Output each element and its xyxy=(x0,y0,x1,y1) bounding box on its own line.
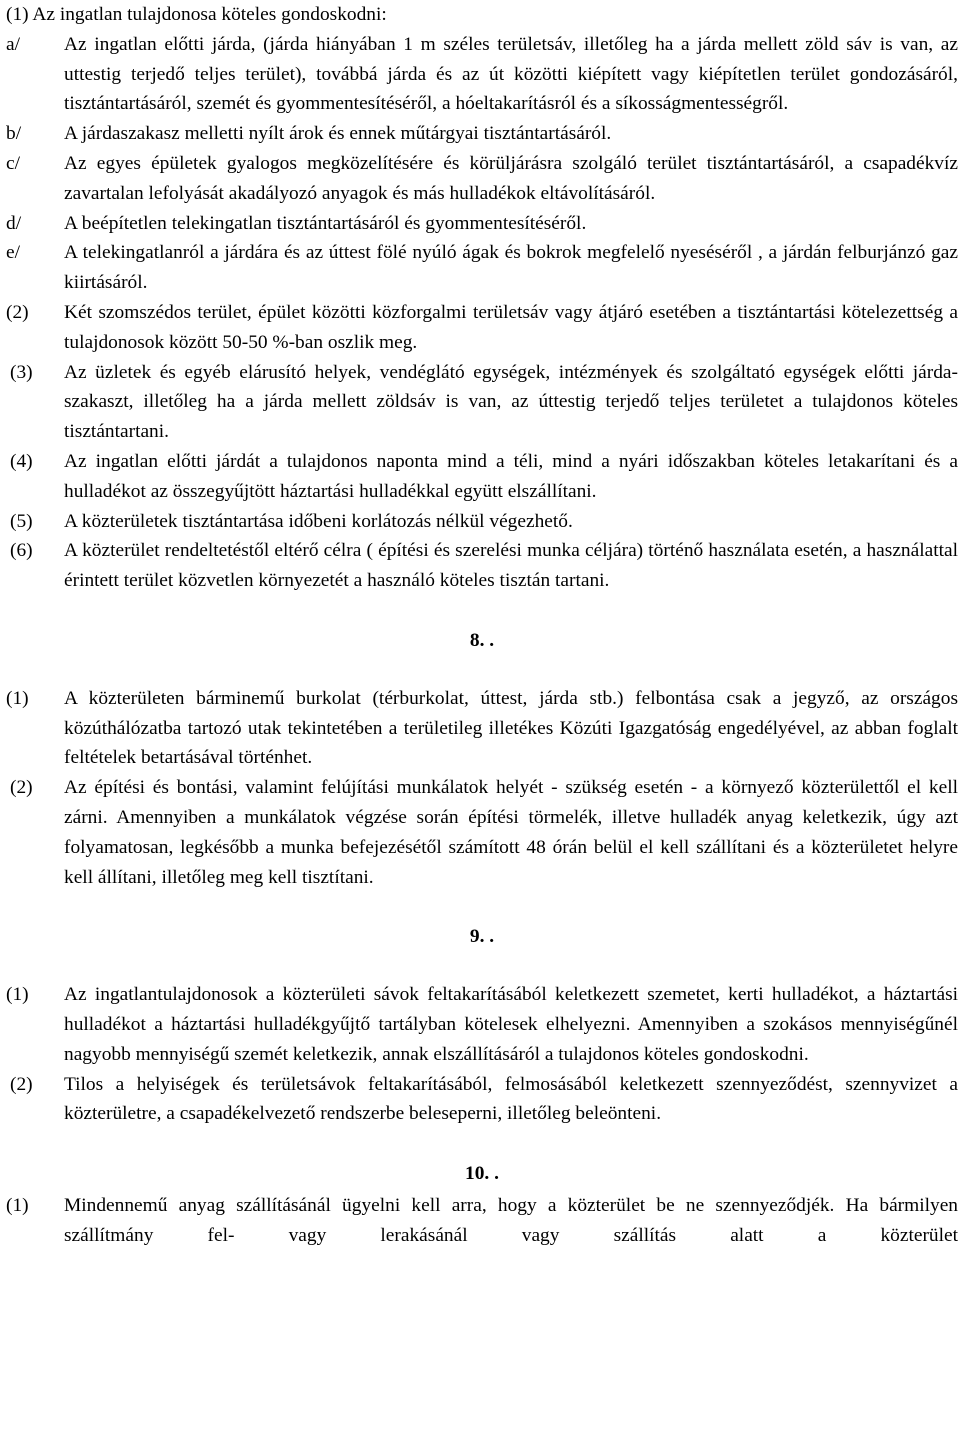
paragraph-text: Tilos a helyiségek és területsávok feltakarításából, felmosásából keletkezett szennyeződést, szennyvizet a közterületre, a csapadékelvezető rendszerbe beleseperni, illetőleg beleönteni. xyxy=(64,1073,958,1125)
paragraph-number: (1) xyxy=(6,1194,29,1216)
list-item xyxy=(6,238,958,298)
item-label: e/ xyxy=(6,242,20,264)
item-text: A telekingatlanról a járdára és az úttest fölé nyúló ágak és bokrok megfelelő nyeséséről , a járdán felburjánzó gaz kiirtásáról. xyxy=(64,242,958,294)
item-text: A járdaszakasz melletti nyílt árok és ennek műtárgyai tisztántartásáról. xyxy=(64,123,612,145)
section-heading-10: 10. . xyxy=(465,1163,499,1185)
item-text: Az egyes épületek gyalogos megközelítésére és körüljárásra szolgáló terület tisztántartásáról, a csapadékvíz zavartalan lefolyását akadályozó anyagok és más hulladékok eltávolításáról. xyxy=(64,152,958,204)
paragraph-number: (4) xyxy=(10,450,33,472)
paragraph-number: (1) xyxy=(6,687,29,709)
paragraph xyxy=(6,536,958,596)
intro-line: (1) Az ingatlan tulajdonosa köteles gondoskodni: xyxy=(6,4,387,25)
paragraph-number: (2) xyxy=(10,1073,33,1095)
list-item xyxy=(6,149,958,209)
list-item xyxy=(6,30,958,119)
item-label: c/ xyxy=(6,152,20,174)
item-label: b/ xyxy=(6,123,22,145)
paragraph-number: (6) xyxy=(10,540,33,562)
paragraph-number: (3) xyxy=(10,361,33,383)
paragraph-text: A közterületek tisztántartása időbeni korlátozás nélkül végezhető. xyxy=(64,510,573,532)
list-a-e xyxy=(6,30,958,298)
item-label: d/ xyxy=(6,212,22,234)
section-heading-9: 9. . xyxy=(469,926,495,948)
paragraph-number: (2) xyxy=(6,301,29,323)
section-10-paragraphs xyxy=(6,1191,958,1251)
paragraph xyxy=(6,1070,958,1130)
item-text: Az ingatlan előtti járda, (járda hiányában 1 m széles területsáv, illetőleg ha a járda mellett zöld sáv is van, az uttestig terjedő teljes terület), továbbá járda és az út közötti kiépített vagy kiépítetlen terület gondozásáról, tisztántartásáról, szemét és gyommentesítéséről, a hóeltakarításról és a síkosságmentességről. xyxy=(64,33,958,115)
paragraph-text: Az ingatlantulajdonosok a közterületi sávok feltakarításából keletkezett szemetet, kerti hulladékot, a háztartási hulladékot a háztartási hulladékgyűjtő tartályban kötelesek elhelyezni. Amennyiben a szokásos mennyiségűnél nagyobb mennyiségű szemét keletkezik, annak elszállításáról a tulajdonos köteles gondoskodni. xyxy=(64,984,958,1065)
paragraph xyxy=(6,684,958,773)
paragraph xyxy=(6,358,958,447)
paragraph-number: (1) xyxy=(6,984,29,1006)
paragraph-number: (5) xyxy=(10,510,33,532)
paragraph-text: Az építési és bontási, valamint felújítási munkálatok helyét - szükség esetén - a környező közterülettől el kell zárni. Amennyiben a munkálatok végzése során építési törmelék, illetve hulladék anyag keletkezik, úgy azt folyamatosan, legkésőbb a munka befejezésétől számított 48 órán belül el kell szállítani és a közterületet helyre kell állítani, illetőleg meg kell tisztítani. xyxy=(64,777,958,888)
paragraph-text: Mindennemű anyag szállításánál ügyelni kell arra, hogy a közterület be ne szennyeződjék. Ha bármilyen szállítmány fel- vagy lerakásánál vagy szállítás alatt a közterület xyxy=(64,1194,958,1246)
paragraph-number: (2) xyxy=(10,777,33,799)
paragraph xyxy=(6,773,958,892)
item-text: A beépítetlen telekingatlan tisztántartásáról és gyommentesítéséről. xyxy=(64,212,587,234)
item-label: a/ xyxy=(6,33,20,55)
section-8-paragraphs xyxy=(6,684,958,893)
paragraph-text: Két szomszédos terület, épület közötti közforgalmi területsáv vagy átjáró esetében a tisztántartási kötelezettség a tulajdonosok között 50-50 %-ban oszlik meg. xyxy=(64,301,958,353)
section-heading-8: 8. . xyxy=(469,629,495,651)
paragraph-text: Az üzletek és egyéb elárusító helyek, vendéglátó egységek, intézmények és szolgáltató egységek előtti járda-szakaszt, illetőleg ha a járda mellett zöldsáv is van, az úttestig terjedő teljes területet a tulajdonos köteles tisztántartani. xyxy=(64,361,958,443)
paragraph xyxy=(6,447,958,507)
document-page xyxy=(6,0,958,1250)
paragraph-text: Az ingatlan előtti járdát a tulajdonos naponta mind a téli, mind a nyári időszakban köteles letakarítani és a hulladékot az összegyűjtött háztartási hulladékkal együtt elszállítani. xyxy=(64,450,958,502)
list-item xyxy=(6,209,958,239)
paragraph xyxy=(6,507,958,537)
paragraph xyxy=(6,298,958,358)
list-item xyxy=(6,119,958,149)
paragraph xyxy=(6,1191,958,1251)
paragraph-text: A közterület rendeltetéstől eltérő célra ( építési és szerelési munka céljára) történő használata esetén, a használattal érintett terület közvetlen környezetét a használó köteles tisztán tartani. xyxy=(64,540,958,592)
paragraph xyxy=(6,980,958,1069)
paragraph-text: A közterületen bárminemű burkolat (térburkolat, úttest, járda stb.) felbontása csak a jegyző, az országos közúthálózatba tartozó utak tekintetében a területileg illetékes Közúti Igazgatóság engedélyével, az abban foglalt feltételek betartásával történhet. xyxy=(64,687,958,769)
section-7-paragraphs xyxy=(6,298,958,596)
section-9-paragraphs xyxy=(6,980,958,1129)
